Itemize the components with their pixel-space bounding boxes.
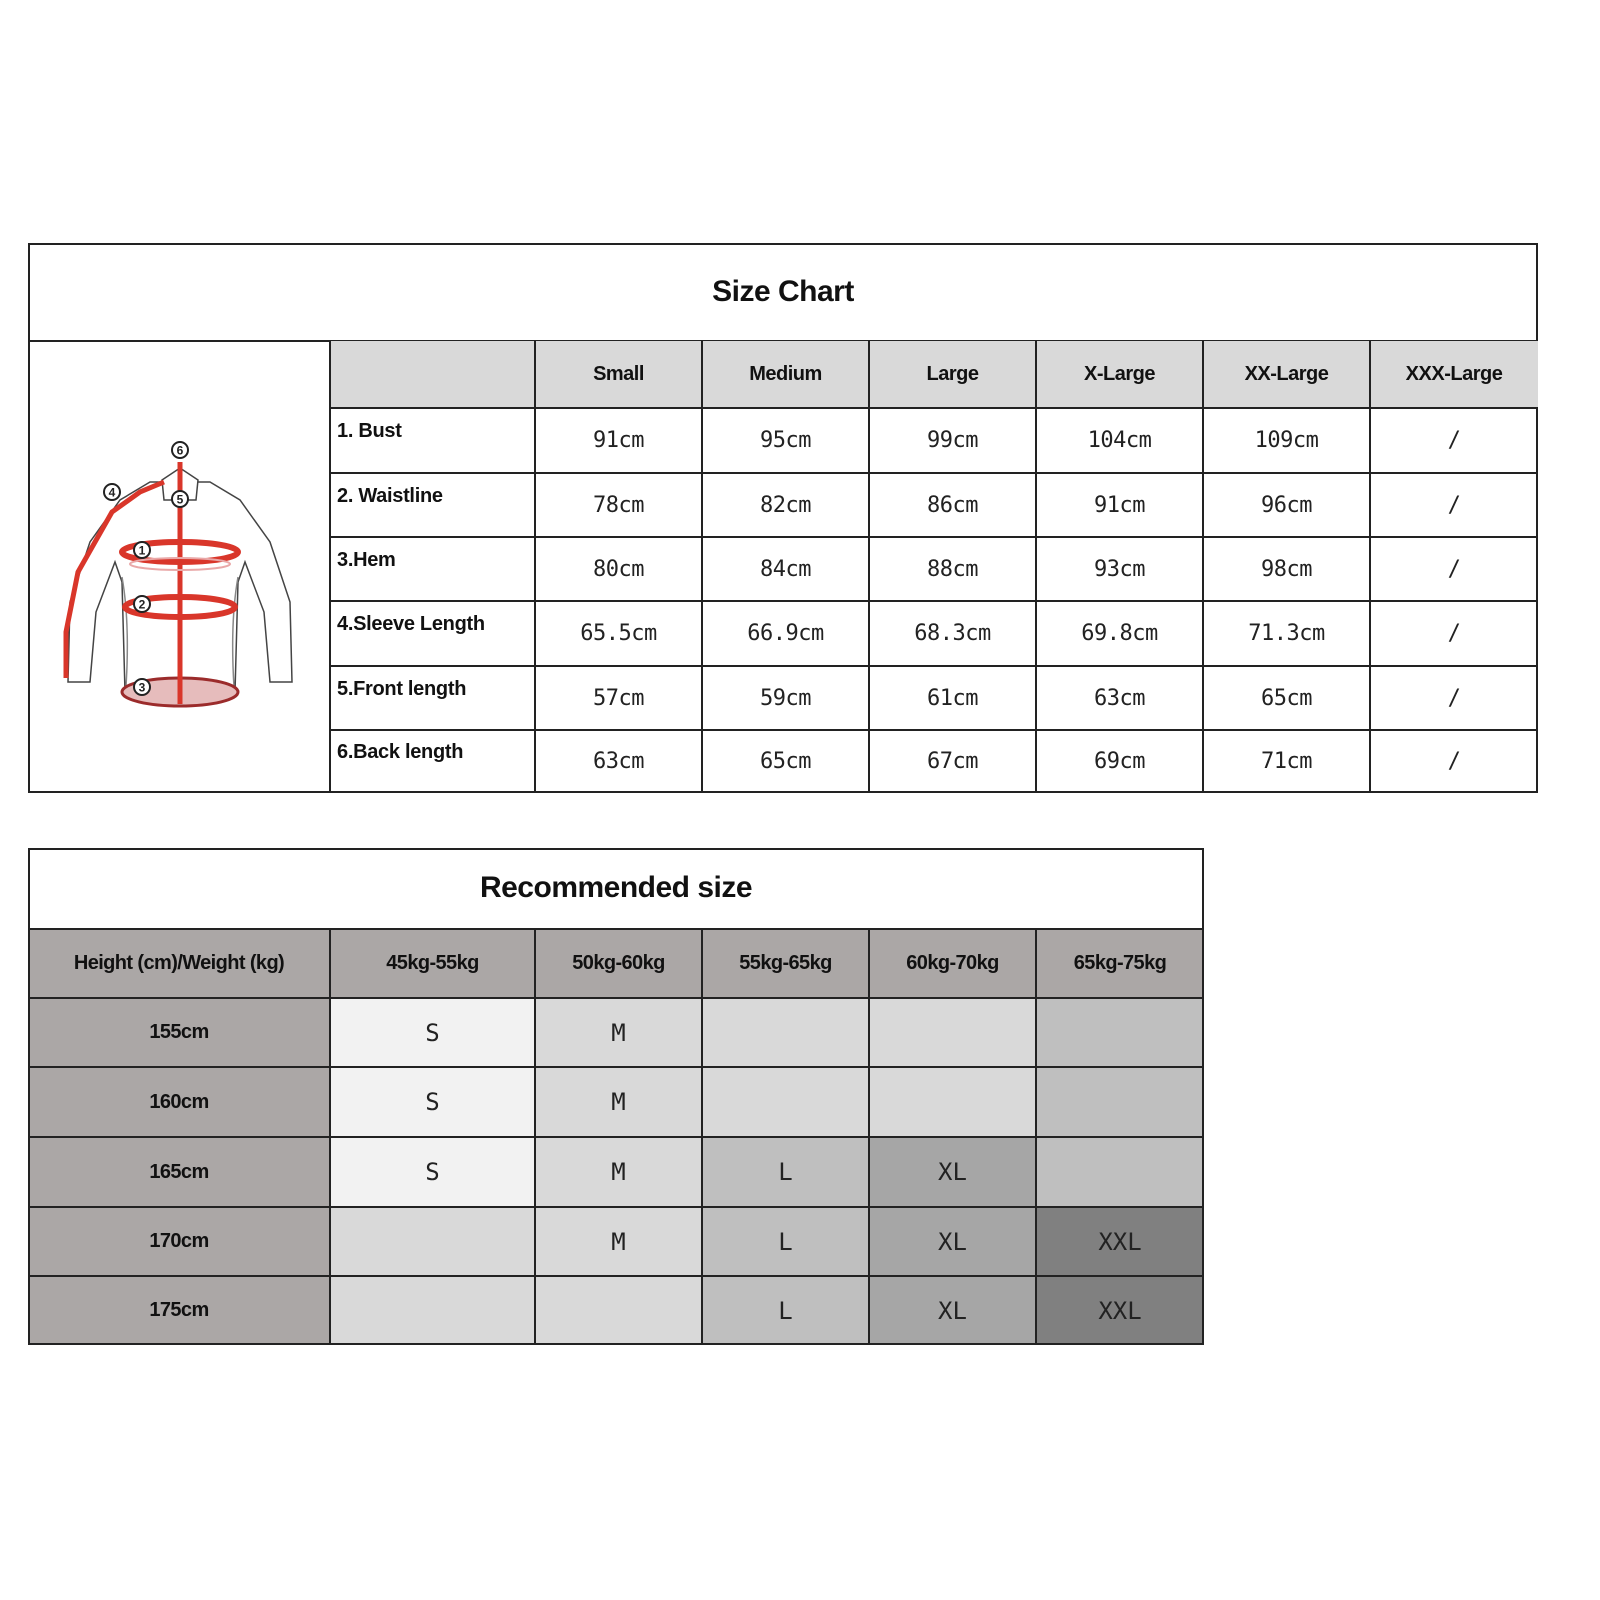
size-value: 96cm	[1261, 492, 1312, 518]
rec-weight-header: 60kg-70kg	[869, 929, 1036, 998]
size-value: 68.3cm	[914, 621, 991, 646]
size-chart-title: Size Chart	[712, 275, 854, 308]
size-value: /	[1447, 428, 1461, 453]
rec-size-cell: M	[535, 1137, 702, 1207]
size-value: 67cm	[927, 749, 978, 774]
svg-text:2: 2	[138, 597, 146, 612]
size-col-header: X-Large	[1084, 363, 1155, 385]
size-value: 61cm	[927, 685, 978, 711]
size-value: 84cm	[760, 556, 811, 582]
rec-weight-header: 45kg-55kg	[330, 929, 535, 998]
measure-label: 4.Sleeve Length	[337, 612, 485, 635]
size-value: 71.3cm	[1248, 621, 1325, 646]
measure-marker-5	[172, 491, 188, 507]
svg-text:1: 1	[138, 543, 146, 558]
svg-text:6: 6	[176, 443, 184, 458]
size-value: 71cm	[1261, 749, 1312, 774]
size-value: 91cm	[593, 428, 644, 453]
rec-weight-header: 65kg-75kg	[1036, 929, 1204, 998]
rec-size-cell: XXL	[1036, 1276, 1204, 1345]
size-col-header: Small	[593, 363, 644, 385]
size-value: 66.9cm	[747, 621, 824, 646]
measure-marker-4	[104, 484, 120, 500]
rec-size-cell: XL	[869, 1137, 1036, 1207]
size-value: 65cm	[760, 749, 811, 774]
measure-marker-2	[134, 596, 150, 612]
size-value: 63cm	[593, 749, 644, 774]
rec-size-cell: XXL	[1036, 1207, 1204, 1276]
size-value: 86cm	[927, 492, 978, 518]
size-value: 93cm	[1094, 556, 1145, 582]
size-value: 69.8cm	[1081, 621, 1158, 646]
size-value: 82cm	[760, 492, 811, 518]
size-value: 57cm	[593, 685, 644, 711]
rec-height-label: 175cm	[28, 1276, 330, 1345]
size-value: 78cm	[593, 492, 644, 518]
rec-size-cell: M	[535, 1207, 702, 1276]
svg-text:4: 4	[108, 485, 116, 500]
rec-size-cell: L	[702, 1276, 869, 1345]
size-value: 99cm	[927, 428, 978, 453]
size-value: 59cm	[760, 685, 811, 711]
recommended-frame-outline	[28, 848, 1204, 1345]
size-value: /	[1447, 492, 1461, 518]
size-value: 109cm	[1254, 428, 1319, 453]
recommended-title: Recommended size	[479, 871, 753, 904]
measure-marker-1	[134, 542, 150, 558]
size-value: 91cm	[1094, 492, 1145, 518]
measure-label: 3.Hem	[337, 548, 396, 571]
size-value: /	[1447, 749, 1461, 774]
rec-size-cell: XL	[869, 1207, 1036, 1276]
size-value: 69cm	[1094, 749, 1145, 774]
rec-size-cell: M	[535, 998, 702, 1067]
jersey-diagram	[30, 342, 330, 792]
size-value: 104cm	[1087, 428, 1152, 453]
rec-size-cell: XL	[869, 1276, 1036, 1345]
measure-label: 5.Front length	[337, 677, 467, 700]
size-col-header: Medium	[749, 363, 822, 385]
size-value: 65.5cm	[580, 621, 657, 646]
size-value: 80cm	[593, 556, 644, 582]
size-value: 63cm	[1094, 685, 1145, 711]
size-col-header: Large	[926, 363, 979, 385]
svg-text:5: 5	[176, 492, 184, 507]
rec-weight-header: 50kg-60kg	[535, 929, 702, 998]
rec-weight-header: 55kg-65kg	[702, 929, 869, 998]
size-value: 65cm	[1261, 685, 1312, 711]
measure-label: 2. Waistline	[337, 484, 443, 507]
rec-size-cell: L	[702, 1207, 869, 1276]
rec-height-label: 170cm	[28, 1207, 330, 1276]
size-value: 95cm	[760, 428, 811, 453]
rec-size-cell: S	[330, 1067, 535, 1137]
size-col-header: XX-Large	[1244, 363, 1329, 385]
measure-marker-3	[134, 679, 150, 695]
size-value: /	[1447, 556, 1461, 582]
rec-size-cell: S	[330, 998, 535, 1067]
size-value: 88cm	[927, 556, 978, 582]
size-col-header: XXX-Large	[1405, 363, 1503, 385]
rec-height-label: 160cm	[28, 1067, 330, 1137]
rec-size-cell: M	[535, 1067, 702, 1137]
rec-height-label: 165cm	[28, 1137, 330, 1207]
size-value: 98cm	[1261, 556, 1312, 582]
measure-label: 1. Bust	[337, 419, 402, 442]
rec-height-label: 155cm	[28, 998, 330, 1067]
measure-marker-6	[172, 442, 188, 458]
rec-corner-header: Height (cm)/Weight (kg)	[28, 929, 330, 998]
size-value: /	[1447, 621, 1461, 646]
rec-size-cell: L	[702, 1137, 869, 1207]
svg-text:3: 3	[138, 680, 146, 695]
size-value: /	[1447, 685, 1461, 711]
measure-label: 6.Back length	[337, 741, 464, 764]
rec-size-cell: S	[330, 1137, 535, 1207]
